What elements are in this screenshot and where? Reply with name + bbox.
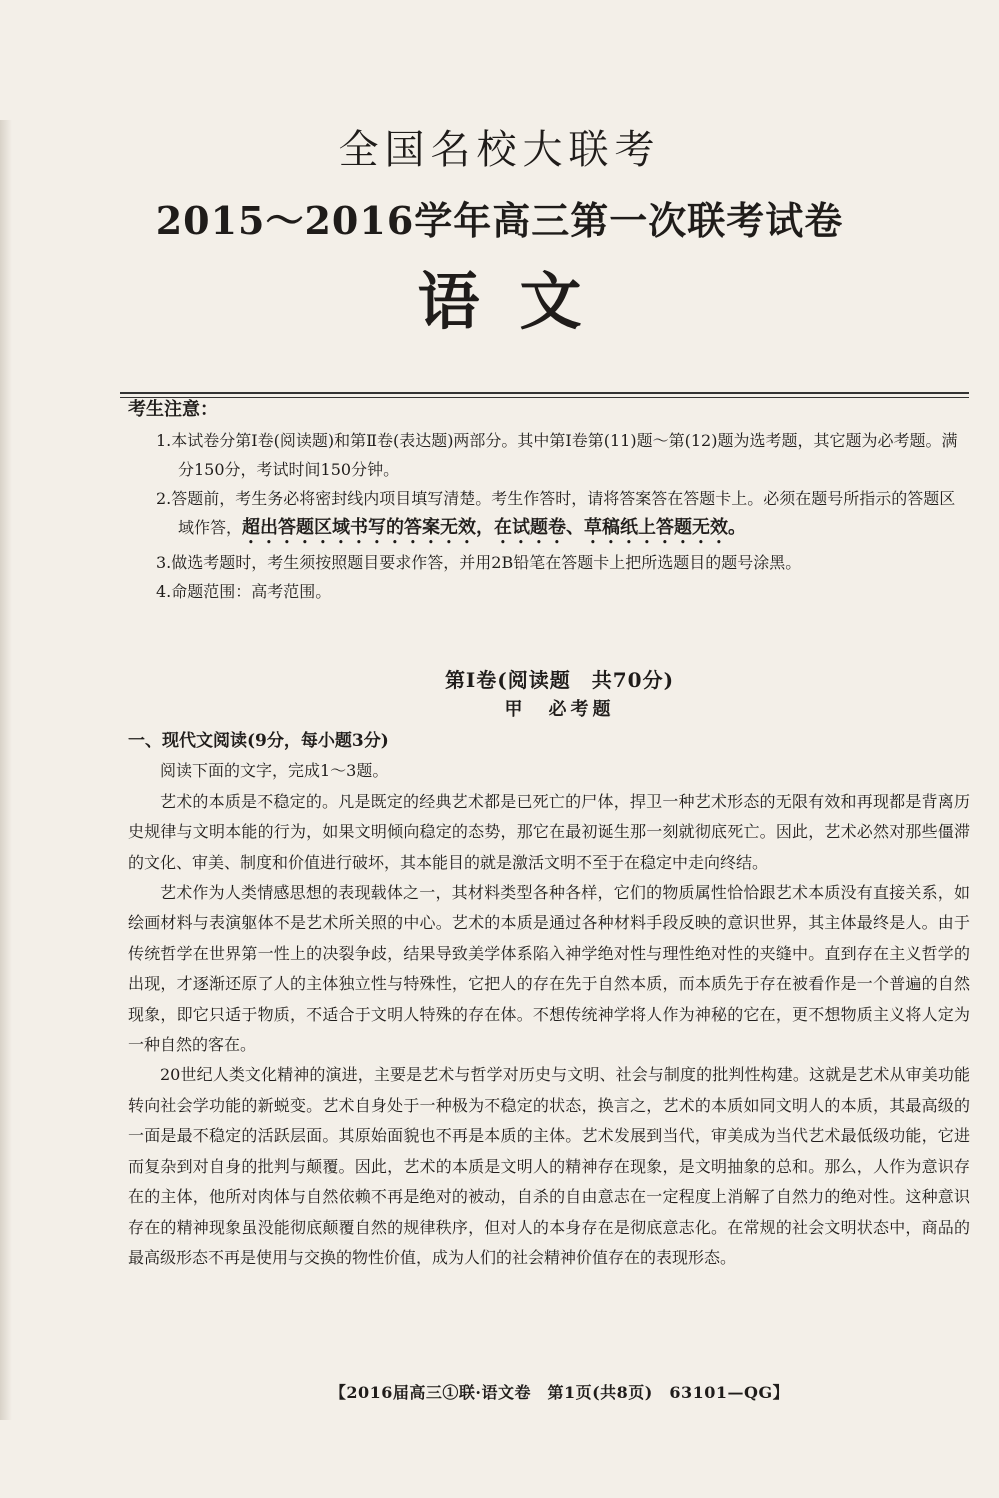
subject-title: 语文 <box>417 265 622 338</box>
paragraph-1: 艺术的本质是不稳定的。凡是既定的经典艺术都是已死亡的尸体，捍卫一种艺术形态的无限有效和再现都是背离历史规律与文明本能的行为，如果文明倾向稳定的态势，那它在最初诞生那一刻就彻底死亡。因此，艺术必然对那些僵滞的文化、审美、制度和价值进行破坏，其本能目的就是激活文明不至于在稳定中走向终结。 <box>128 791 970 872</box>
page-footer: 【2016届高三①联·语文卷 第1页(共8页) 63101—QG】 <box>329 1383 790 1402</box>
reading-heading: 一、现代文阅读(9分，每小题3分) <box>128 731 389 751</box>
notice-item-2 <box>128 484 970 548</box>
section-subtitle: 甲 必考题 <box>504 699 615 720</box>
notice-item-1: 1.本试卷分第Ⅰ卷(阅读题)和第Ⅱ卷(表达题)两部分。其中第Ⅰ卷第(11)题～第(12)题为选考题，其它题为必考题。满分150分，考试时间150分钟。 <box>156 431 958 479</box>
exam-title: 2015～2016学年高三第一次联考试卷 <box>155 198 844 243</box>
notice-title: 考生注意： <box>128 399 218 420</box>
notice-item-2-text: 2.答题前，考生务必将密封线内项目填写清楚。考生作答时，请将答案答在答题卡上。必须在题号所指示的答题区域作答， <box>156 489 956 537</box>
notice-item-3: 3.做选考题时，考生须按照题目要求作答，并用2B铅笔在答题卡上把所选题目的题号涂黑。 <box>156 553 802 572</box>
organization-title: 全国名校大联考 <box>338 127 661 173</box>
paragraph-3: 20世纪人类文化精神的演进，主要是艺术与哲学对历史与文明、社会与制度的批判性构建。这就是艺术从审美功能转向社会学功能的新蜕变。艺术自身处于一种极为不稳定的状态，换言之，艺术的本质如同文明人的本质，其最高级的一面是最不稳定的活跃层面。其原始面貌也不再是本质的主体。艺术发展到当代，审美成为当代艺术最低级功能，它进而复杂到对自身的批判与颠覆。因此，艺术的本质是文明人的精神存在现象，是文明抽象的总和。那么，人作为意识存在的主体，他所对肉体与自然依赖不再是绝对的被动，自杀的自由意志在一定程度上消解了自然力的绝对性。这种意识存在的精神现象虽没能彻底颠覆自然的规律秩序，但对人的本身存在是彻底意志化。在常规的社会文明状态中，商品的最高级形态不再是使用与交换的物性价值，成为人们的社会精神价值存在的表现形态。 <box>128 1065 970 1267</box>
reading-instruction: 阅读下面的文字，完成1～3题。 <box>160 761 389 781</box>
paragraph-2: 艺术作为人类情感思想的表现载体之一，其材料类型各种各样，它们的物质属性恰恰跟艺术本质没有直接关系，如绘画材料与表演躯体不是艺术所关照的中心。艺术的本质是通过各种材料手段反映的意识世界，其主体最终是人。由于传统哲学在世界第一性上的决裂争歧，结果导致美学体系陷入神学绝对性与理性绝对性的夹缝中。直到存在主义哲学的出现，才逐渐还原了人的主体独立性与特殊性，它把人的存在先于自然本质，而本质先于存在被看作是一个普遍的自然现象，即它只适于物质，不适合于文明人特殊的存在体。不想传统神学将人作为神秘的它在，更不想物质主义将人定为一种自然的客在。 <box>128 883 970 1055</box>
notice-item-4: 4.命题范围：高考范围。 <box>156 582 332 601</box>
notice-item-2-emphasis: 超出答题区域书写的答案无效，在试题卷、草稿纸上答题无效。 <box>242 517 747 538</box>
section-title: 第Ⅰ卷(阅读题 共70分) <box>444 668 675 692</box>
candidate-notice <box>128 395 970 606</box>
reading-passage <box>128 726 970 1273</box>
